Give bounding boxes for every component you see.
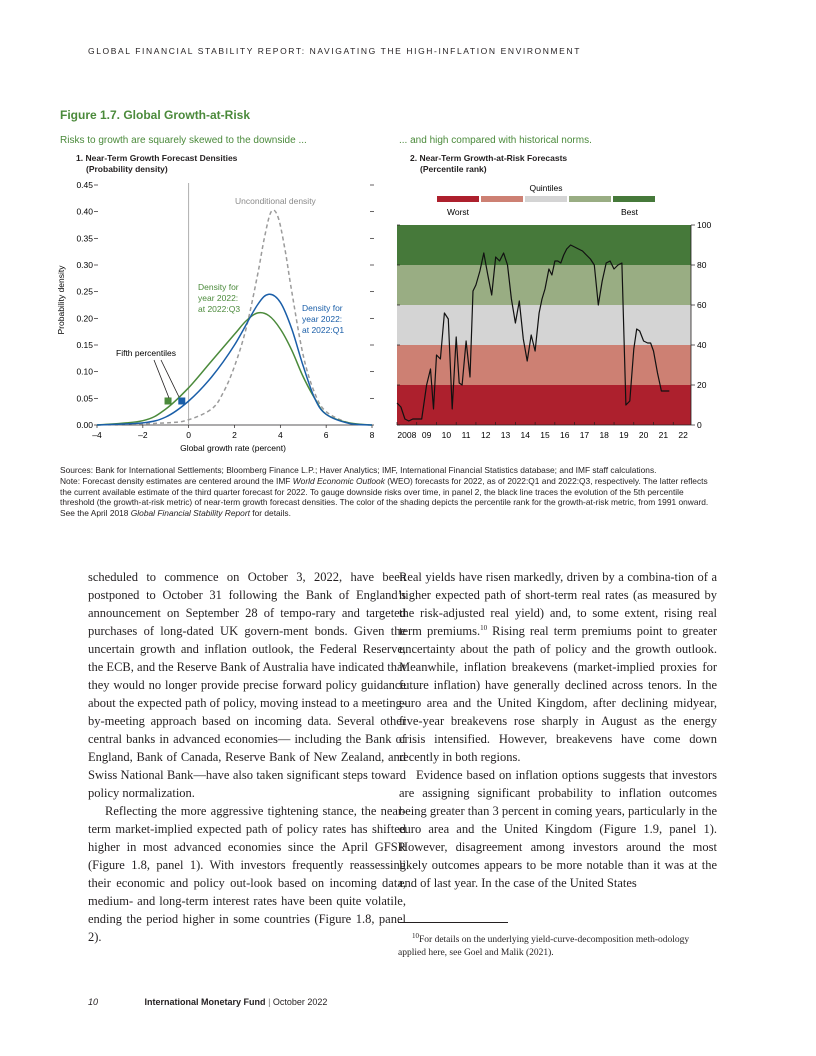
gar-x-tick-label: 10 xyxy=(441,430,452,440)
right-paragraph-1b: Rising real term premiums point to greater uncertainty about the path of policy and the growth outlook. Meanwhile, inflation breakevens (market-implied proxies for future inflation) have generally declined across tenors. In the euro area and the United Kingdom, after declining midyear, five-year breakevens rose sharply in August as the energy crisis intensified. However, breakevens have come down recently in both regions. xyxy=(399,624,717,764)
gar-x-tick-label: 14 xyxy=(520,430,530,440)
gar-x-tick-label: 22 xyxy=(678,430,688,440)
density-chart-x-label: Global growth rate (percent) xyxy=(180,443,286,453)
gar-y-tick-label: 20 xyxy=(697,380,707,390)
band-best xyxy=(397,225,691,265)
density-x-tick-label: –2 xyxy=(138,430,148,440)
unconditional-label: Unconditional density xyxy=(235,196,316,206)
density-x-tick-label: 0 xyxy=(186,430,192,440)
note-weo: World Economic Outlook xyxy=(292,475,385,486)
footnote-number: 10 xyxy=(412,931,419,940)
density-x-tick-label: 2 xyxy=(232,430,237,440)
gar-x-tick-label: 11 xyxy=(461,430,471,440)
footnote-text: For details on the underlying yield-curve-decomposition meth-odology applied here, see Goel and Malik (2021). xyxy=(398,935,690,958)
gar-x-tick-label: 20 xyxy=(638,430,649,440)
band-worst xyxy=(397,385,691,425)
gar-y-tick-label: 40 xyxy=(697,340,707,350)
footnote xyxy=(398,931,716,960)
q1-label-line3: at 2022:Q1 xyxy=(302,325,345,335)
density-y-tick-label: 0.25 xyxy=(76,286,93,297)
panel2-title xyxy=(410,153,567,174)
figure-notes xyxy=(60,465,720,519)
density-y-tick-label: 0.00 xyxy=(76,420,93,430)
q1-label-line1: Density for xyxy=(302,303,343,313)
left-paragraph-2: Reflecting the more aggressive tightening stance, the near-term market-implied expected path of policy rates has shifted higher in most advanced economies since the April GFSR (Figure 1.8, panel 1). With investors frequently reassessing their economic and policy out-look based on incoming data, medium- and long-term interest rates have been quite volatile, ending the period higher in some countries (Figure 1.8, panel 2). xyxy=(88,804,406,944)
q1-label-line2: year 2022: xyxy=(302,314,343,324)
density-y-tick-label: 0.20 xyxy=(76,313,93,324)
note-part-3: for details. xyxy=(249,508,291,519)
q3-label-line3: at 2022:Q3 xyxy=(198,304,241,314)
right-column xyxy=(399,568,717,892)
page-number: 10 xyxy=(88,997,99,1007)
right-panel-subtitle: ... and high compared with historical norms. xyxy=(399,135,592,146)
gar-y-tick-label: 80 xyxy=(697,260,707,270)
q3-label xyxy=(198,282,241,314)
note-text xyxy=(60,476,720,519)
right-paragraph-2: Evidence based on inflation options suggests that investors are assigning significant probability to inflation outcomes being greater than 3 percent in coming years, particularly in the euro area and the United Kingdom (Figure 1.9, panel 1). However, disagreement among investors around the most likely outcomes appears to be more notable than it was at the end of last year. In the case of the United States xyxy=(399,768,717,890)
band-middle xyxy=(397,305,691,345)
gar-y-tick-label: 60 xyxy=(697,300,707,310)
gar-x-tick-label: 19 xyxy=(619,430,629,440)
note-gfsr: Global Financial Stability Report xyxy=(130,508,250,519)
figure-title: Figure 1.7. Global Growth-at-Risk xyxy=(60,108,251,122)
gar-x-tick-label: 18 xyxy=(599,430,609,440)
fifth-arrow-1 xyxy=(154,360,169,398)
q3-label-line1: Density for xyxy=(198,282,239,292)
panel1-title xyxy=(76,153,237,174)
legend-swatch-3 xyxy=(525,196,567,202)
density-x-tick-label: –4 xyxy=(92,430,102,440)
right-paragraph-1a: Real yields have risen markedly, driven by a combina-tion of a higher expected path of short-term real rates (as measured by the risk-adjusted real yield) and, to some extent, rising real term premiums. xyxy=(399,570,717,638)
publisher-name: International Monetary Fund xyxy=(144,997,266,1007)
q1-label xyxy=(302,303,345,335)
note-part-2: (WEO) forecasts for 2022, as of 2022:Q1 and 2022:Q3, respectively. The latter reflects the current available estimate of the third quarter forecast for 2022. To gauge downside risks over time, in panel 2, the black line traces the evolution of the 5th percentile threshold (the growth-at-risk metric) of near-term growth forecast densities. The color of the shading depicts the percentile rank for the growth-at-risk metric, from 1991 onward. See the April 2018 xyxy=(60,475,709,519)
density-x-tick-label: 6 xyxy=(323,430,329,440)
density-x-tick-label: 4 xyxy=(277,430,283,440)
density-y-tick-label: 0.35 xyxy=(76,233,93,244)
panel1-title-line2: (Probability density) xyxy=(86,163,168,174)
density-y-tick-label: 0.40 xyxy=(76,206,93,217)
legend-best: Best xyxy=(621,207,639,217)
legend-swatch-4 xyxy=(569,196,611,202)
gar-x-tick-label: 13 xyxy=(500,430,511,440)
footnote-ref: 10 xyxy=(480,623,488,632)
q3-label-line2: year 2022: xyxy=(198,293,239,303)
gar-y-tick-label: 0 xyxy=(697,420,702,430)
growth-at-risk-chart xyxy=(385,175,720,460)
gar-x-tick-label: 21 xyxy=(658,430,669,440)
panel2-title-line1: 2. Near-Term Growth-at-Risk Forecasts xyxy=(410,153,568,163)
legend-worst: Worst xyxy=(447,207,470,217)
footnote-separator xyxy=(398,922,508,923)
density-chart xyxy=(50,175,385,460)
left-paragraph-1: scheduled to commence on October 3, 2022, have been postponed to October 31 following the Bank of England’s announcement on September 28 of tempo-rary and targeted purchases of long-dated UK govern-ment bonds. Given the uncertain growth and inflation outlook, the Federal Reserve, the ECB, and the Reserve Bank of Australia have indicated that they would no longer provide precise forward policy guidance about the expected path of policy, moving instead to a meeting-by-meeting approach based on incoming data. Several other central banks in advanced economies— including the Bank of England, Bank of Canada, Reserve Bank of New Zealand, and Swiss National Bank—have also taken significant steps toward policy normalization. xyxy=(88,570,406,800)
density-x-tick-label: 8 xyxy=(369,430,375,440)
publication-date: October 2022 xyxy=(272,997,328,1007)
density-chart-y-label: Probability density xyxy=(56,265,66,335)
gar-y-tick-label: 100 xyxy=(697,220,712,230)
left-column xyxy=(88,568,406,946)
page-footer: 10 International Monetary Fund | October 2022 xyxy=(88,997,328,1007)
fifth-percentiles-label: Fifth percentiles xyxy=(116,348,176,358)
gar-x-tick-label: 09 xyxy=(421,430,432,440)
density-y-tick-label: 0.30 xyxy=(76,260,93,270)
legend-swatch-1 xyxy=(437,196,479,202)
density-y-tick-label: 0.05 xyxy=(76,393,93,404)
running-head: GLOBAL FINANCIAL STABILITY REPORT: NAVIGATING THE HIGH-INFLATION ENVIRONMENT xyxy=(88,46,581,56)
note-part-1: Note: Forecast density estimates are centered around the IMF xyxy=(60,475,293,486)
gar-x-tick-label: 16 xyxy=(559,430,570,440)
panel1-title-line1: 1. Near-Term Growth Forecast Densities xyxy=(76,153,238,163)
gar-x-tick-label: 15 xyxy=(540,430,550,440)
panel2-title-line2: (Percentile rank) xyxy=(420,163,487,174)
band-high xyxy=(397,265,691,305)
legend-title: Quintiles xyxy=(529,183,563,193)
fifth-percentile-q1-marker xyxy=(178,398,185,405)
left-panel-subtitle: Risks to growth are squarely skewed to the downside ... xyxy=(60,135,307,146)
right-paragraph-1 xyxy=(399,568,717,766)
density-y-tick-label: 0.45 xyxy=(76,180,93,190)
fifth-arrow-2 xyxy=(161,360,179,397)
legend-swatch-2 xyxy=(481,196,523,202)
gar-x-tick-label: 17 xyxy=(579,430,590,440)
gar-x-tick-label: 2008 xyxy=(397,430,417,440)
density-y-tick-label: 0.10 xyxy=(76,366,93,377)
gar-x-tick-label: 12 xyxy=(481,430,491,440)
legend-swatch-5 xyxy=(613,196,655,202)
sources-text: Sources: Bank for International Settlements; Bloomberg Finance L.P.; Haver Analytics; IMF, International Financial Statistics database; and IMF staff calculations. xyxy=(60,465,657,475)
fifth-percentile-q3-marker xyxy=(165,398,172,405)
density-y-tick-label: 0.15 xyxy=(76,340,93,350)
